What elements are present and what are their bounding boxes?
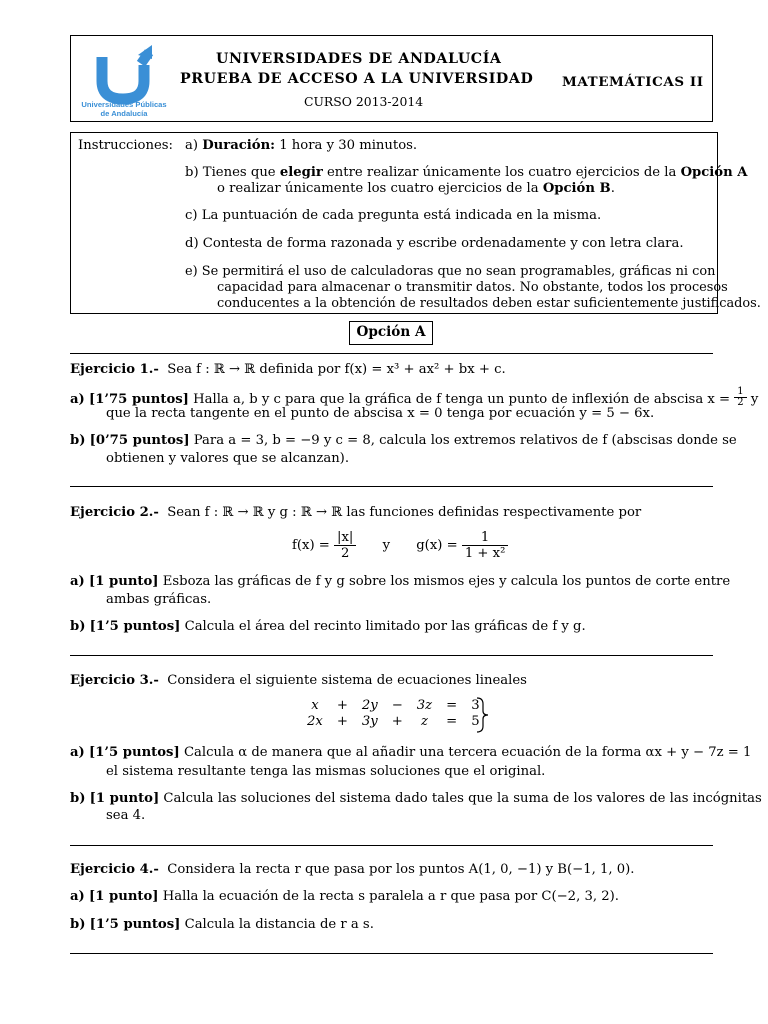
instruction-a [185, 138, 417, 153]
exercise-2-b-line1: Calcula el área del recinto limitado por las gráficas de f y g. [184, 619, 586, 634]
instruction-b-bold-1: elegir [279, 165, 323, 180]
exercise-1-a-frac-num: 1 [734, 387, 746, 398]
exercise-2-b [70, 619, 586, 634]
exercise-2-a-line1: Esboza las gráficas de f y g sobre los mismos ejes y calcula los puntos de corte entre [162, 574, 731, 589]
exercise-2-intro [70, 505, 641, 520]
rule-3 [70, 655, 713, 656]
instruction-b-bold-3: Opción B [542, 181, 611, 196]
instruction-d [185, 236, 684, 251]
exercise-2-f-num: |x| [334, 530, 356, 546]
exercise-1-intro-text: Sea f : ℝ → ℝ definida por f(x) = x³ + ax² + bx + c. [167, 362, 506, 377]
exercise-3-intro [70, 673, 527, 688]
instruction-b-text-2: entre realizar únicamente los cuatro ejercicios de la [322, 165, 681, 180]
rule-4 [70, 845, 713, 846]
exercise-1-a-points: [1’75 puntos] [89, 392, 189, 407]
right-brace-icon [475, 697, 491, 733]
exercise-2-b-points: [1’5 puntos] [89, 619, 181, 634]
equation-system [300, 698, 487, 730]
instruction-e-line3: conducentes a la obtención de resultados deben estar suficientemente justificados. [217, 296, 761, 311]
exercise-2-a-line2: ambas gráficas. [106, 592, 212, 607]
eq2-equals: = [446, 714, 458, 729]
exercise-2-formulas [292, 530, 508, 561]
exercise-1-a-frac-den: 2 [737, 397, 744, 408]
eq1-term: 2y [361, 698, 378, 713]
exercise-3-a-line2: el sistema resultante tenga las mismas soluciones que el original. [106, 764, 546, 779]
header-title-1: UNIVERSIDADES DE ANDALUCÍA [216, 51, 502, 67]
exercise-3-b [70, 791, 762, 806]
exercise-1-a-line1: Halla a, b y c para que la gráfica de f tenga un punto de inflexión de abscisa x = [193, 392, 735, 407]
exercise-2-f-fraction [334, 530, 356, 561]
instruction-e [185, 264, 715, 279]
instruction-a-mark: a) [185, 138, 199, 153]
eq1-term: 3z [416, 698, 433, 713]
eq1-rhs: 3 [471, 698, 480, 713]
eq2-term: z [420, 714, 428, 729]
exercise-1-b-points: [0’75 puntos] [89, 433, 190, 448]
exercise-1-intro [70, 362, 506, 377]
exercise-3-intro-text: Considera el siguiente sistema de ecuaciones lineales [167, 673, 527, 688]
exercise-2-title: Ejercicio 2.- [70, 505, 159, 520]
exercise-1-b-line1: Para a = 3, b = −9 y c = 8, calcula los extremos relativos de f (abscisas donde se [193, 433, 737, 448]
eq2-rhs: 5 [471, 714, 480, 729]
instruction-b-mark: b) [185, 165, 199, 180]
instruction-e-mark: e) [185, 264, 198, 279]
exercise-1-a-line2: que la recta tangente en el punto de abscisa x = 0 tenga por ecuación y = 5 − 6x. [106, 406, 655, 421]
instruction-b-text-4: . [610, 181, 615, 196]
rule-1 [70, 353, 713, 354]
instruction-c-text: La puntuación de cada pregunta está indicada en la misma. [201, 208, 602, 223]
logo-caption-line2: de Andalucía [100, 109, 148, 118]
exercise-2-b-mark: b) [70, 619, 86, 634]
exercise-4-b [70, 917, 374, 932]
instructions-label: Instrucciones: [78, 138, 174, 153]
instruction-e-line2: capacidad para almacenar o transmitir datos. No obstante, todos los procesos [217, 280, 728, 295]
instruction-d-mark: d) [185, 236, 199, 251]
rule-2 [70, 486, 713, 487]
exercise-1-a-line1-end: y [746, 392, 759, 407]
instruction-e-line1: Se permitirá el uso de calculadoras que no sean programables, gráficas ni con [201, 264, 716, 279]
exercise-1-a-mark: a) [70, 392, 85, 407]
exercise-1-b [70, 433, 737, 448]
exercise-4-a-line1: Halla la ecuación de la recta s paralela a r que pasa por C(−2, 3, 2). [162, 889, 619, 904]
instruction-b [185, 165, 748, 180]
eq2-term: 3y [361, 714, 378, 729]
logo-caption [76, 100, 172, 118]
instruction-b-text-3: o realizar únicamente los cuatro ejercicios de la [217, 181, 543, 196]
eq1-term: x [311, 698, 319, 713]
exercise-3-a-mark: a) [70, 745, 85, 760]
exercise-4-b-points: [1’5 puntos] [89, 917, 181, 932]
rule-5 [70, 953, 713, 954]
exercise-1-title: Ejercicio 1.- [70, 362, 159, 377]
logo-caption-line1: Universidades Públicas [81, 100, 167, 109]
exercise-2-conj: y [382, 538, 391, 553]
exercise-3-a [70, 745, 751, 760]
exercise-3-b-line1: Calcula las soluciones del sistema dado tales que la suma de los valores de las incógnitas [163, 791, 762, 806]
instruction-b-bold-2: Opción A [680, 165, 748, 180]
exercise-1-a-fraction [734, 387, 746, 408]
option-title: Opción A [349, 321, 433, 345]
exercise-4-b-mark: b) [70, 917, 86, 932]
exercise-3-b-mark: b) [70, 791, 86, 806]
exercise-4-intro-text: Considera la recta r que pasa por los puntos A(1, 0, −1) y B(−1, 1, 0). [167, 862, 635, 877]
instruction-d-text: Contesta de forma razonada y escribe ordenadamente y con letra clara. [202, 236, 684, 251]
eq1-op: − [391, 698, 403, 713]
exercise-2-g-fraction [462, 530, 509, 561]
eq2-term: 2x [307, 714, 323, 729]
exercise-1-b-mark: b) [70, 433, 86, 448]
eq1-op: + [336, 698, 348, 713]
exercise-2-g-num: 1 [462, 530, 509, 546]
instruction-c [185, 208, 601, 223]
instruction-b-text-1: Tienes que [202, 165, 280, 180]
exercise-2-g-lhs: g(x) = [416, 538, 462, 553]
instruction-a-bold: Duración: [202, 138, 276, 153]
exercise-3-a-points: [1’5 puntos] [89, 745, 180, 760]
header-title-2: PRUEBA DE ACCESO A LA UNIVERSIDAD [180, 71, 534, 87]
exercise-2-a-mark: a) [70, 574, 85, 589]
instruction-a-text: 1 hora y 30 minutos. [275, 138, 418, 153]
equation-row-1 [300, 698, 487, 714]
exercise-2-f-den: 2 [341, 546, 350, 561]
exercise-2-a [70, 574, 730, 589]
header-course: CURSO 2013-2014 [304, 94, 424, 109]
instruction-c-mark: c) [185, 208, 198, 223]
exercise-4-a-points: [1 punto] [89, 889, 159, 904]
exercise-3-b-points: [1 punto] [89, 791, 160, 806]
eq1-equals: = [446, 698, 458, 713]
eq2-op: + [336, 714, 348, 729]
exercise-2-a-points: [1 punto] [89, 574, 159, 589]
exercise-3-system [300, 698, 487, 730]
exercise-1-b-line2: obtienen y valores que se alcanzan). [106, 451, 350, 466]
exercise-2-intro-text: Sean f : ℝ → ℝ y g : ℝ → ℝ las funciones definidas respectivamente por [167, 505, 642, 520]
exercise-2-g-den: 1 + x² [464, 546, 506, 561]
eq2-op: + [391, 714, 403, 729]
header-subject: MATEMÁTICAS II [562, 74, 704, 90]
exercise-4-title: Ejercicio 4.- [70, 862, 159, 877]
exercise-4-a-mark: a) [70, 889, 85, 904]
exercise-4-a [70, 889, 619, 904]
exercise-3-b-line2: sea 4. [106, 808, 146, 823]
equation-row-2 [300, 714, 487, 730]
exercise-3-a-line1: Calcula α de manera que al añadir una tercera ecuación de la forma αx + y − 7z = 1 [183, 745, 752, 760]
exercise-3-title: Ejercicio 3.- [70, 673, 159, 688]
exercise-4-b-line1: Calcula la distancia de r a s. [184, 917, 374, 932]
instruction-b-line2 [217, 181, 615, 196]
exercise-4-intro [70, 862, 634, 877]
exercise-2-f-lhs: f(x) = [292, 538, 335, 553]
